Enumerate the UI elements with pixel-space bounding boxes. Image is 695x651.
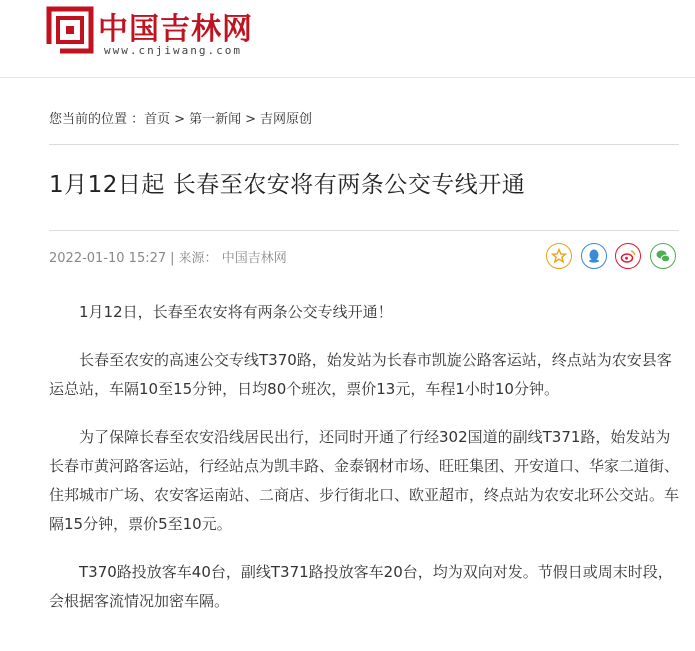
qq-icon [586, 248, 602, 264]
breadcrumb-jiwang-original[interactable]: 吉网原创 [259, 112, 312, 127]
breadcrumb-separator: > [245, 112, 256, 127]
star-icon [551, 248, 567, 264]
weibo-share-button[interactable] [615, 243, 641, 269]
logo-url: www.cnjiwang.com [104, 44, 242, 57]
source-label: 来源： [178, 251, 218, 266]
article-paragraph: 长春至农安的高速公交专线T370路，始发站为长春市凯旋公路客运站，终点站为农安县客运总站，车隔10至15分钟，日均80个班次，票价13元，车程1小时10分钟。 [49, 351, 672, 398]
qq-share-button[interactable] [581, 243, 607, 269]
article-paragraph: 1月12日，长春至农安将有两条公交专线开通！ [79, 303, 393, 321]
article-title: 1月12日起 长春至农安将有两条公交专线开通 [49, 172, 526, 198]
breadcrumb-prefix: 您当前的位置 ： [49, 112, 145, 127]
header-divider [0, 77, 695, 78]
favorite-share-button[interactable] [546, 243, 572, 269]
breadcrumb-home[interactable]: 首页 [144, 112, 171, 127]
article-paragraph: T370路投放客车40台，副线T371路投放客车20台，均为双向对发。节假日或周末时段，会根据客流情况加密车隔。 [49, 563, 673, 610]
breadcrumb [49, 108, 312, 127]
logo-name: 中国吉林网 [98, 12, 253, 47]
meta-separator: | [170, 251, 175, 266]
wechat-icon [655, 248, 671, 264]
article-paragraph: 为了保障长春至农安沿线居民出行，还同时开通了行经302国道的副线T371路，始发站为长春市黄河路客运站，行经站点为凯丰路、金泰钢材市场、旺旺集团、开安道口、华家二道街、住邦城市广场、农安客运南站、二商店、步行街北口、欧亚超市，终点站为农安北环公交站。车隔15分钟，票价5至10元。 [49, 428, 680, 533]
site-logo[interactable] [46, 6, 266, 62]
publish-date: 2022-01-10 15:27 [49, 251, 167, 266]
article-body [49, 298, 679, 635]
weibo-icon [620, 248, 636, 264]
divider [49, 144, 679, 145]
wechat-share-button[interactable] [650, 243, 676, 269]
divider [49, 230, 679, 231]
logo-mark-icon [46, 6, 94, 54]
breadcrumb-first-news[interactable]: 第一新闻 [189, 112, 242, 127]
breadcrumb-separator: > [174, 112, 186, 127]
article-meta [49, 247, 287, 266]
source-name: 中国吉林网 [221, 251, 287, 266]
